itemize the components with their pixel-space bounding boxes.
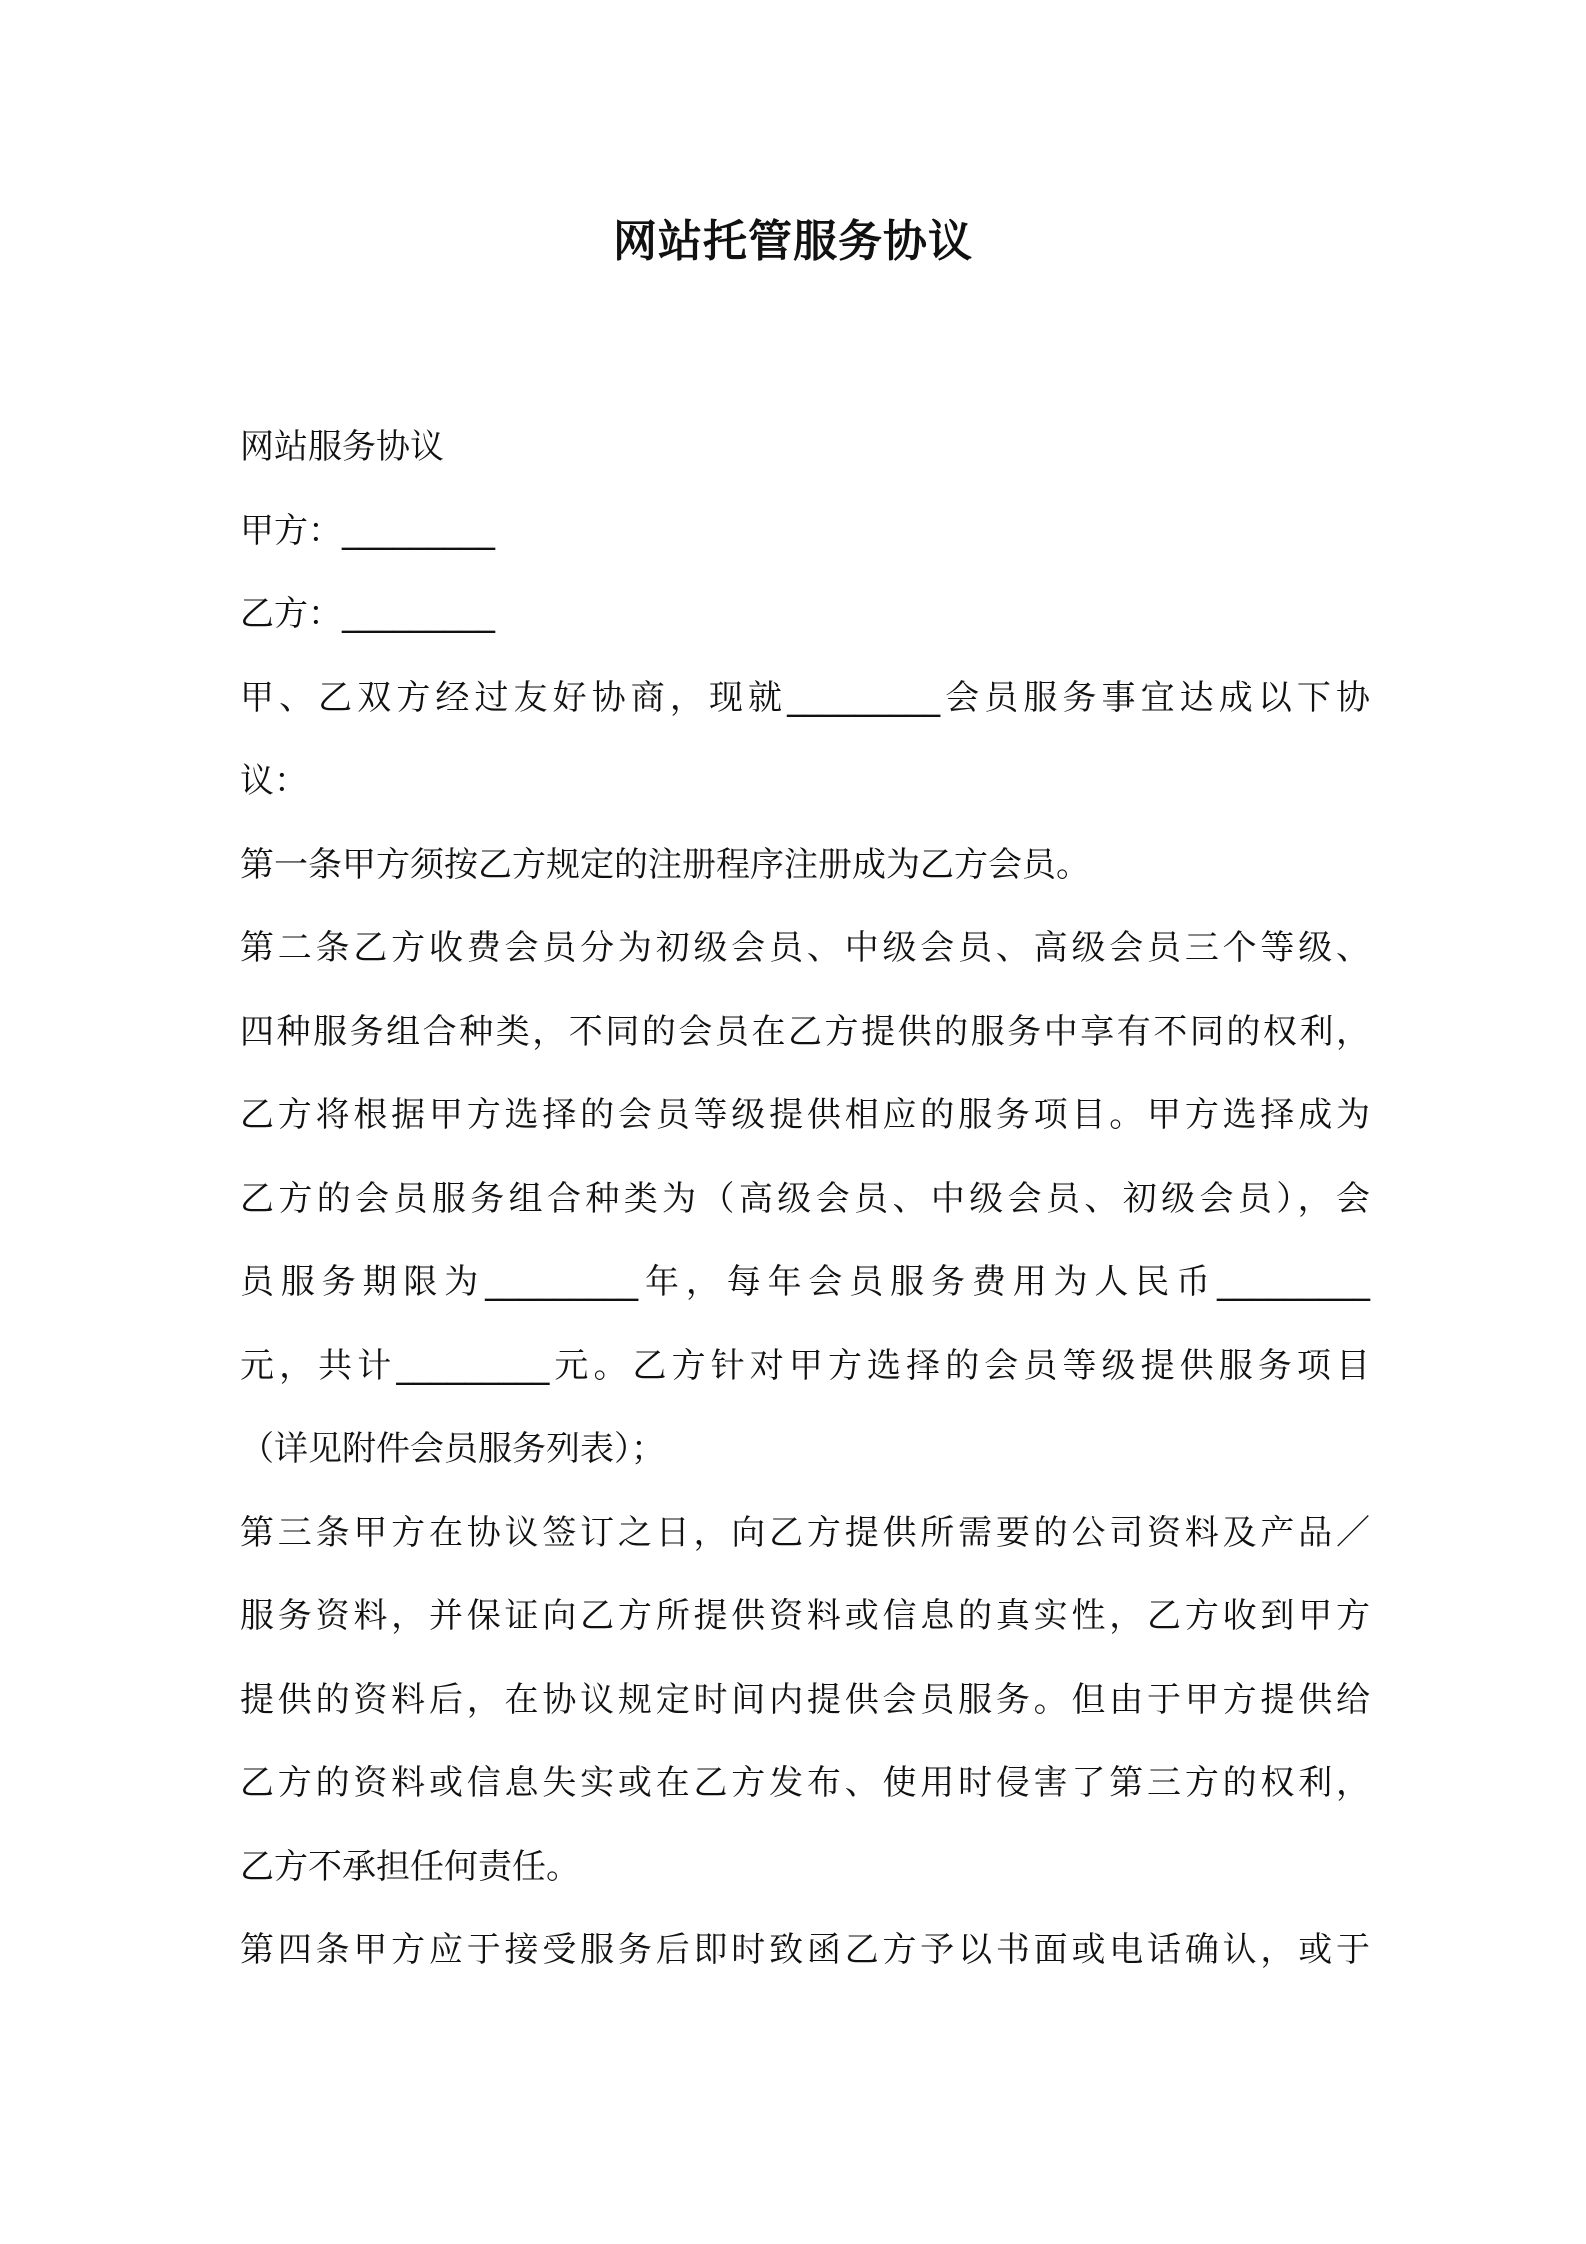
article-2-line-1: 第二条乙方收费会员分为初级会员、中级会员、高级会员三个等级、 <box>240 928 1370 968</box>
article-3-line-2: 服务资料，并保证向乙方所提供资料或信息的真实性，乙方收到甲方 <box>240 1596 1370 1636</box>
article-2-line-5: 员服务期限为_________年，每年会员服务费用为人民币_________ <box>240 1262 1370 1302</box>
party-b-line: 乙方：_________ <box>240 594 495 634</box>
article-2-line-4: 乙方的会员服务组合种类为（高级会员、中级会员、初级会员），会 <box>240 1178 1370 1219</box>
agreement-heading: 网站服务协议 <box>240 427 444 467</box>
document-body <box>240 406 1370 1993</box>
article-3-line-5: 乙方不承担任何责任。 <box>240 1846 580 1887</box>
preamble-line-2: 议： <box>240 761 308 801</box>
article-1-line-1: 第一条甲方须按乙方规定的注册程序注册成为乙方会员。 <box>240 844 1090 885</box>
article-3-line-3: 提供的资料后，在协议规定时间内提供会员服务。但由于甲方提供给 <box>240 1679 1370 1720</box>
article-2-line-7: （详见附件会员服务列表）； <box>240 1429 665 1469</box>
article-3-line-4: 乙方的资料或信息失实或在乙方发布、使用时侵害了第三方的权利， <box>240 1763 1370 1803</box>
article-2-line-6: 元，共计_________元。乙方针对甲方选择的会员等级提供服务项目 <box>240 1345 1370 1386</box>
article-2-line-3: 乙方将根据甲方选择的会员等级提供相应的服务项目。甲方选择成为 <box>240 1095 1370 1135</box>
article-2-line-2: 四种服务组合种类，不同的会员在乙方提供的服务中享有不同的权利， <box>240 1011 1370 1052</box>
article-4-line-1: 第四条甲方应于接受服务后即时致函乙方予以书面或电话确认，或于 <box>240 1930 1370 1970</box>
article-3-line-1: 第三条甲方在协议签订之日，向乙方提供所需要的公司资料及产品／ <box>240 1512 1370 1553</box>
document-title: 网站托管服务协议 <box>613 216 973 267</box>
preamble-line-1: 甲、乙双方经过友好协商，现就_________会员服务事宜达成以下协 <box>240 677 1370 718</box>
party-a-line: 甲方：_________ <box>240 510 495 551</box>
